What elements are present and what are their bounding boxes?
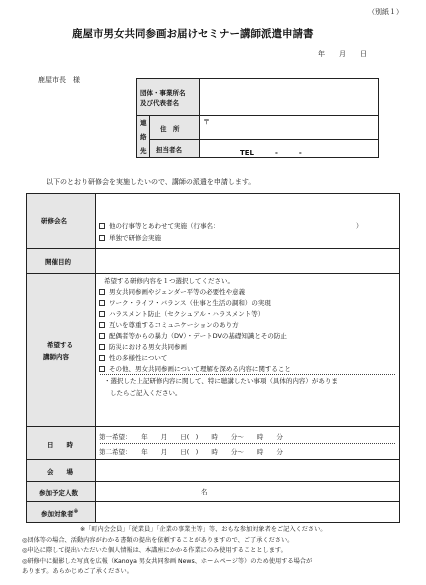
dotted-divider [100, 374, 395, 375]
second-choice: 第二希望： 年 月 日( ) 時 分〜 時 分 [99, 448, 283, 456]
purpose-field[interactable] [95, 248, 400, 274]
checkbox[interactable] [99, 289, 105, 295]
note-line: あります。あらかじめご了承ください。 [22, 568, 133, 576]
person-field[interactable] [199, 139, 379, 158]
page-title: 鹿屋市男女共同参画お届けセミナー講師派遣申請書 [72, 28, 314, 40]
content-instruction: 希望する研修内容を１つ選択してください。 [104, 277, 234, 285]
content-option-label: ワーク・ライフ・バランス（仕事と生活の調和）の実現 [109, 299, 271, 307]
note-line: ◎団体等の場合、活動内容がわかる書類の提出を依頼することがありますので、ご了承ください。 [22, 536, 294, 544]
content-option-label: 男女共同参画やジェンダー平等の必要性や意義 [109, 288, 246, 296]
note-line: ※「町内会会員」「従業員」「企業の事業主等」等、おもな参加対象者をご記入ください。 [80, 526, 327, 533]
contact-label-cell [136, 115, 150, 158]
content-option[interactable] [99, 343, 187, 352]
checkbox[interactable] [99, 366, 105, 372]
content-field [95, 273, 400, 427]
checkbox[interactable] [99, 300, 105, 306]
org-name-field[interactable] [199, 78, 379, 116]
person-label-cell [149, 139, 200, 158]
target-label-cell [26, 501, 96, 523]
content-option-label: ハラスメント防止（セクシュアル・ハラスメント等） [109, 310, 265, 318]
annex-label: （別紙１） [368, 8, 403, 16]
intro-text: 以下のとおり研修会を実施したいので、講師の派遣を申請します。 [46, 178, 256, 186]
first-choice: 第一希望： 年 月 日( ) 時 分〜 時 分 [99, 433, 283, 441]
content-note-1: ・選択した上記研修内容に関して、特に聴講したい事項（具体的内容）がありま [104, 377, 338, 385]
venue-label: 会 場 [47, 468, 73, 476]
checkbox-single[interactable] [99, 235, 105, 241]
postal-mark: 〒 [203, 118, 210, 126]
content-option-label: 性の多様性について [109, 354, 168, 362]
contact-char-3: 先 [140, 147, 147, 155]
workshop-label-cell [26, 193, 96, 249]
purpose-label-cell [26, 248, 96, 274]
checkbox[interactable] [99, 333, 105, 339]
dotted-divider [100, 443, 395, 444]
contact-char-2: 絡 [140, 133, 147, 141]
content-option[interactable] [99, 299, 271, 308]
option-joint-label: 他の行事等とあわせて実施（行事名： [109, 222, 220, 230]
content-option-label: 互いを尊重するコミュニケーションのあり方 [109, 321, 239, 329]
content-option[interactable] [99, 321, 239, 330]
person-label: 担当者名 [156, 146, 182, 154]
option-joint-close: ） [356, 222, 363, 230]
note-line: ◎申込に際して提出いただいた個人情報は、本講座にかかる作業にのみ使用することとします。 [22, 547, 287, 555]
datetime-field[interactable] [95, 426, 400, 460]
content-option-label: 配偶者等からの暴力（DV）・デートDVの基礎知識とその防止 [109, 332, 287, 340]
workshop-field[interactable] [95, 193, 400, 249]
note-line: ◎研修中に撮影した写真を広報（Kanoya 男女共同参画 News、ホームページ等）のため使用する場合が [22, 557, 313, 565]
content-option-label: その他、男女共同参画について理解を深める内容に関すること [109, 365, 291, 373]
workshop-label: 研修会名 [41, 217, 67, 225]
address-field[interactable] [199, 115, 379, 140]
datetime-label: 日 時 [47, 441, 73, 449]
checkbox[interactable] [99, 355, 105, 361]
attendees-field[interactable] [95, 481, 400, 502]
target-field[interactable] [95, 501, 400, 523]
org-label-1: 団体・事業所名 [140, 89, 186, 97]
attendees-label: 参加予定人数 [39, 489, 78, 497]
checkbox[interactable] [99, 322, 105, 328]
address-label-cell [149, 115, 200, 140]
target-label: 参加対象者※ [41, 509, 79, 519]
option-single[interactable] [99, 234, 161, 243]
content-label-2: 講師内容 [43, 353, 69, 361]
content-option[interactable] [99, 332, 287, 341]
venue-label-cell [26, 459, 96, 482]
content-option[interactable] [99, 288, 245, 297]
checkbox[interactable] [99, 344, 105, 350]
purpose-label: 開催目的 [45, 258, 71, 266]
tel-line: TEL - - [240, 149, 302, 157]
content-option[interactable] [99, 310, 264, 319]
attendees-unit: 名 [201, 488, 208, 496]
org-label-cell [136, 78, 200, 116]
footer-notes [22, 525, 326, 578]
address-label: 住 所 [160, 125, 180, 133]
content-label-1: 希望する [47, 341, 73, 349]
content-option-label: 防災における男女共同参画 [109, 343, 187, 351]
content-option[interactable] [99, 354, 167, 363]
venue-field[interactable] [95, 459, 400, 482]
checkbox[interactable] [99, 311, 105, 317]
attendees-label-cell [26, 481, 96, 502]
content-option[interactable] [99, 365, 291, 374]
contact-char-1: 連 [140, 119, 147, 127]
checkbox-joint[interactable] [99, 223, 105, 229]
option-single-label: 単独で研修会実施 [109, 234, 161, 242]
addressee: 鹿屋市長 様 [38, 76, 80, 84]
option-joint[interactable] [99, 222, 220, 231]
content-label-cell [26, 273, 96, 427]
date-line: 年 月 日 [318, 50, 367, 58]
content-note-2: したらご記入ください。 [110, 389, 182, 397]
datetime-label-cell [26, 426, 96, 460]
org-label-2: 及び代表者名 [140, 99, 179, 107]
